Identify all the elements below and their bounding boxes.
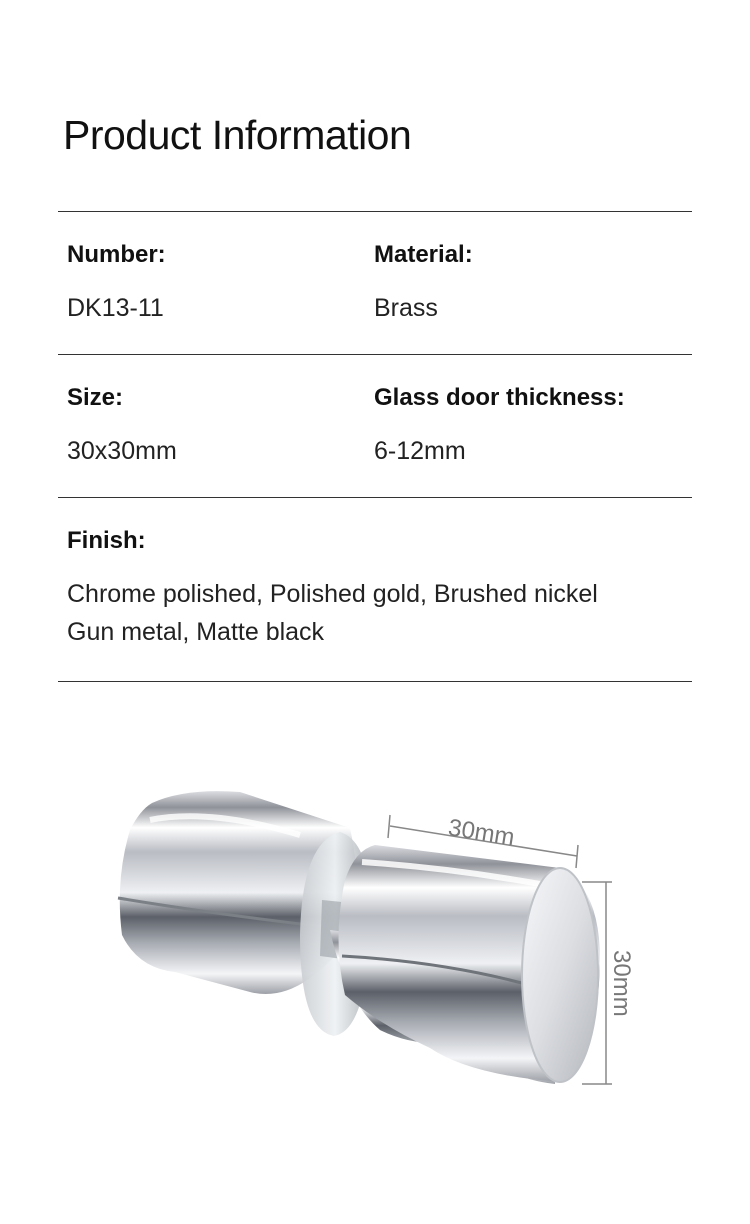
page-title: Product Information <box>63 112 412 158</box>
size-label: Size: <box>67 384 124 411</box>
glass-thickness-label: Glass door thickness: <box>374 384 625 411</box>
divider <box>58 354 692 355</box>
width-dimension-label: 30mm <box>446 814 517 852</box>
product-image <box>0 700 750 1200</box>
number-label: Number: <box>67 241 166 268</box>
material-value: Brass <box>374 294 438 322</box>
material-label: Material: <box>374 241 473 268</box>
divider <box>58 211 692 212</box>
finish-value-line-1: Chrome polished, Polished gold, Brushed nickel <box>67 580 598 608</box>
number-value: DK13-11 <box>67 294 164 322</box>
divider <box>58 681 692 682</box>
finish-label: Finish: <box>67 527 146 554</box>
height-dimension-label: 30mm <box>608 950 635 1017</box>
glass-thickness-value: 6-12mm <box>374 437 466 465</box>
size-value: 30x30mm <box>67 437 177 465</box>
finish-value-line-2: Gun metal, Matte black <box>67 618 325 646</box>
divider <box>58 497 692 498</box>
